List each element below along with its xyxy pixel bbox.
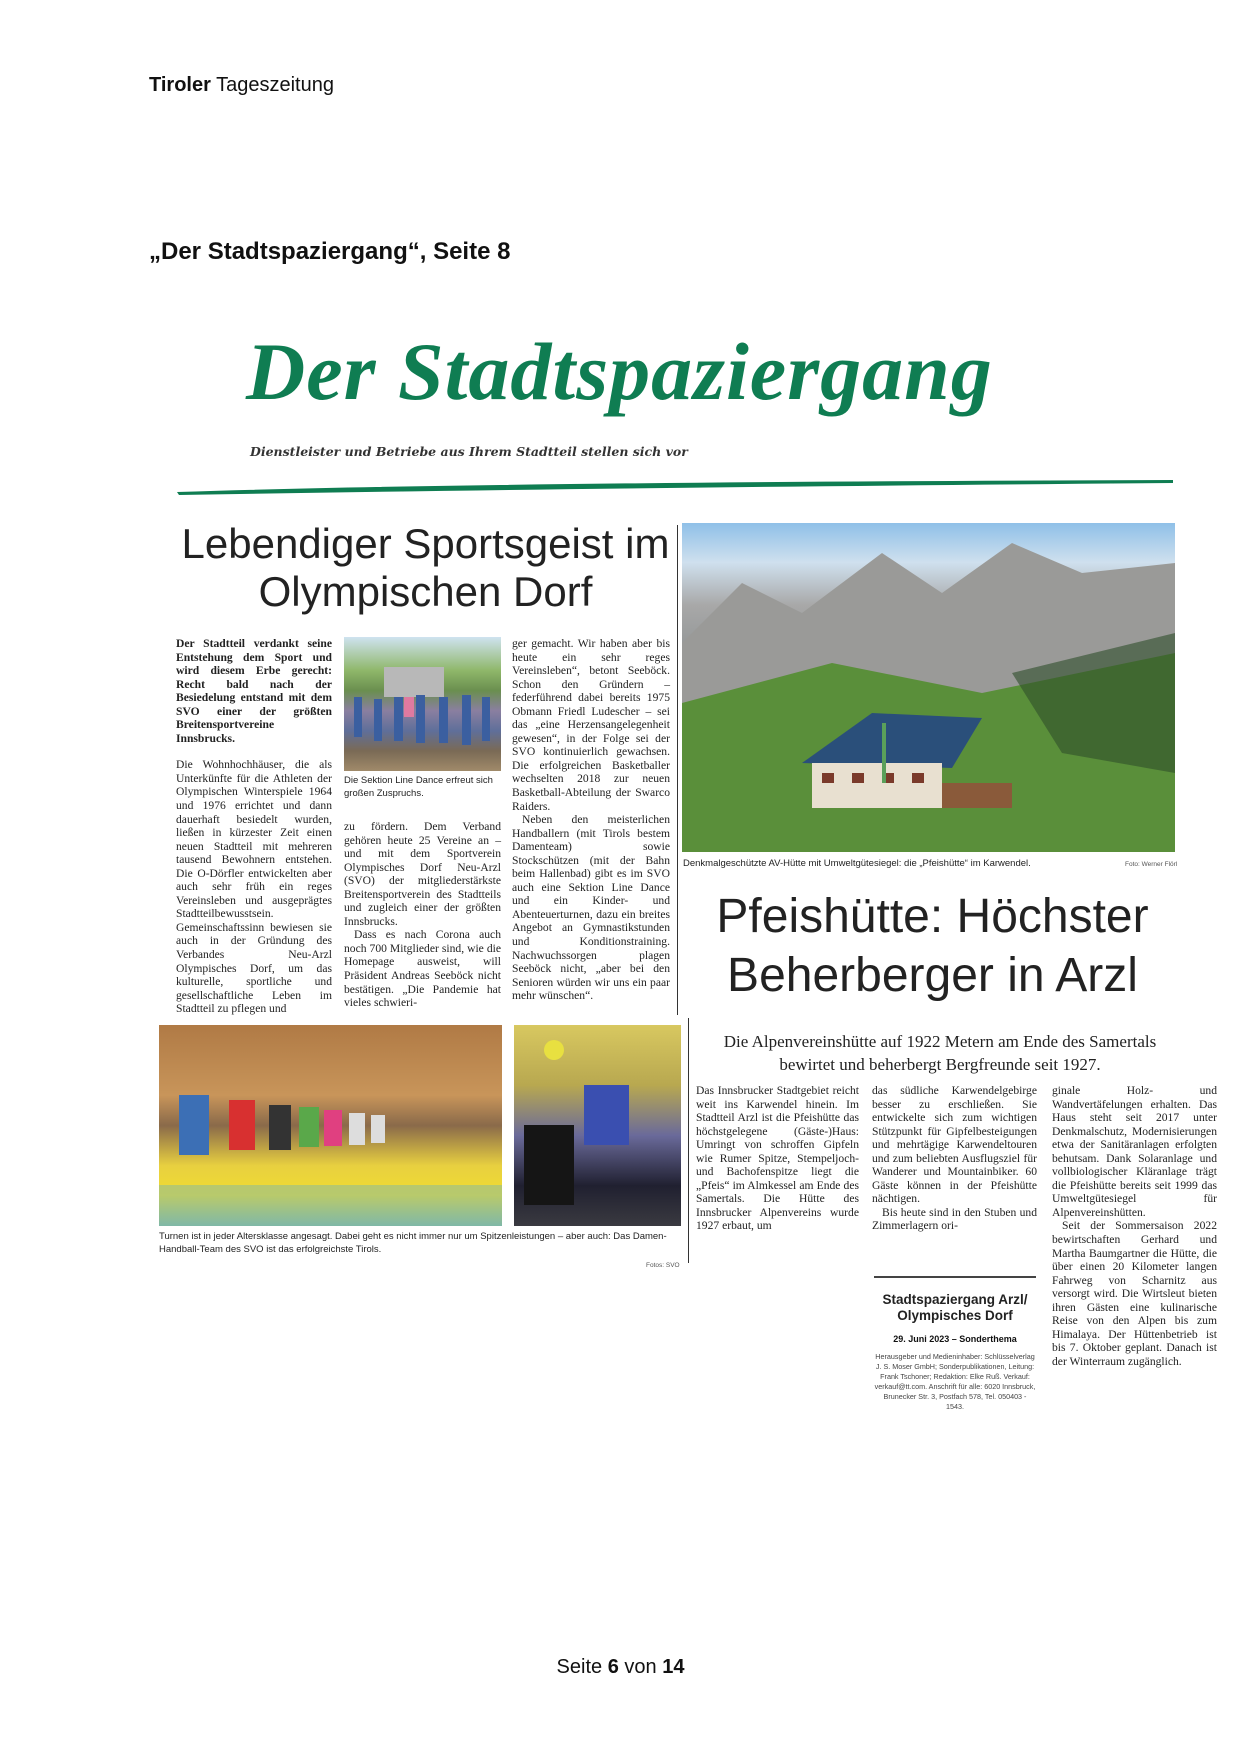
article1-headline: Lebendiger Sportsgeist im Olympischen Dorf	[181, 520, 670, 616]
paragraph: Neben den meisterlichen Handballern (mit Tirols bestem Damenteam) sowie Stockschützen (mit der Bahn beim Hallenbad) gibt es im SVO auch eine Sektion Line Dance und ein Kinder- und Abenteuerturnen, dazu ein breites Angebot an Gymnastikstunden und Konditionstraining. Nachwuchssorgen plagen Seeböck nicht, „aber bei den Senioren würden wir uns ein paar mehr wünschen“.	[512, 813, 670, 1003]
article1-column-2	[344, 820, 501, 1010]
bottom-photos-caption: Turnen ist in jeder Altersklasse angesagt. Dabei geht es nicht immer nur um Spitzenleistungen – aber auch: Das Damen-Handball-Team des SVO ist das erfolgreichste Tirols.	[159, 1231, 667, 1255]
article1-lead: Der Stadtteil verdankt seine Entstehung dem Sport und wird diesem Erbe gerecht: Recht bald nach der Besiedelung entstand mit dem SVO einer der größten Breitensportvereine Innsbrucks.	[176, 637, 332, 745]
article2-headline: Pfeishütte: Höchster Beherberger in Arzl	[716, 890, 1149, 1002]
bottom-photos-credit: Fotos: SVO	[646, 1262, 680, 1269]
paragraph: ginale Holz- und Wandvertäfelungen erhalten. Das Haus steht seit 2017 unter Denkmalschutz, Modernisierungen etwa der Sanitäranlagen erfolgten behutsam. Dank Solaranlage und vollbiologischer Kläranlage trägt die Pfeishütte bereits seit 1999 das Umweltgütesiegel für Alpenvereinshütten.	[1052, 1084, 1217, 1219]
paragraph: ger gemacht. Wir haben aber bis heute ein sehr reges Vereinsleben“, betont Seeböck. Schon den Gründern – federführend dabei bereits 1975 Obmann Friedl Ludescher – sei das „eine Herzensangelegenheit gewesen“, in der Folge sei der SVO kontinuierlich gewachsen. Die erfolgreichen Basketballer wechselten 2018 zur neuen Basketball-Abteilung der Swarco Raiders.	[512, 637, 670, 813]
article2-column-3	[1052, 1084, 1217, 1368]
masthead-swoosh	[175, 476, 1175, 496]
line-dance-caption: Die Sektion Line Dance erfreut sich großen Zuspruchs.	[344, 775, 493, 799]
publication-name: Tiroler Tageszeitung	[149, 74, 334, 96]
paragraph: Das Innsbrucker Stadtgebiet reicht weit ins Karwendel hinein. Im Stadtteil Arzl ist die Pfeishütte das höchstgelegene (Gäste-)Haus: Umringt von schroffen Gipfeln wie Rumer Spitze, Stempeljoch- und Bachofenspitze liegt die „Pfeis“ im Almkessel am Ende des Samertals. Die Hütte des Innsbrucker Alpenvereins wurde 1927 erbaut, um	[696, 1084, 859, 1233]
imprint-box	[874, 1276, 1036, 1412]
masthead-title: Der Stadtspaziergang	[246, 326, 993, 417]
pfeishuette-photo-credit: Foto: Werner Flörl	[1125, 861, 1178, 868]
imprint-title: Stadtspaziergang Arzl/ Olympisches Dorf	[882, 1292, 1028, 1323]
paragraph: zu fördern. Dem Verband gehören heute 25 Vereine an – und mit dem Sportverein Olympisches Dorf Neu-Arzl (SVO) der mitgliederstärkste Breitensportverein des Stadtteils und zugleich einer der größten Innsbrucks.	[344, 820, 501, 928]
paragraph: das südliche Karwendelgebirge besser zu erschließen. Sie entwickelte sich zum wichtigen Stützpunkt für Gipfelbesteigungen und mehrtägige Karwendeltouren und zum beliebten Ausflugsziel für Wanderer und Mountainbiker. 60 Gäste können in der Pfeishütte nächtigen.	[872, 1084, 1037, 1206]
article2-subhead: Die Alpenvereinshütte auf 1922 Metern am Ende des Samertals bewirtet und beherbergt Bergfreunde seit 1927.	[723, 1032, 1157, 1074]
pfeishuette-photo	[682, 523, 1175, 852]
gymnastics-photo	[159, 1025, 502, 1226]
masthead-subtitle: Dienstleister und Betriebe aus Ihrem Stadtteil stellen sich vor	[250, 444, 688, 459]
article1-column-3	[512, 637, 670, 1003]
paragraph: Bis heute sind in den Stuben und Zimmerlagern ori-	[872, 1205, 1037, 1233]
article2-column-2	[872, 1084, 1037, 1233]
line-dance-photo	[344, 637, 501, 771]
article2-column-1	[696, 1084, 859, 1233]
column-divider	[677, 525, 678, 1015]
handball-photo	[514, 1025, 681, 1226]
column-divider	[688, 1018, 689, 1263]
section-heading: „Der Stadtspaziergang“, Seite 8	[149, 238, 511, 265]
page-footer: Seite 6 von 14	[556, 1656, 685, 1678]
imprint-text: Herausgeber und Medieninhaber: Schlüsselverlag J. S. Moser GmbH; Sonderpublikationen, Leitung: Frank Tschoner; Redaktion: Elke Ruß. Verkauf: verkauf@tt.com. Anschrift für alle: 6020 Innsbruck, Brunecker Str. 3, Postfach 578, Tel. 050403 - 1543.	[874, 1352, 1036, 1411]
paragraph: Die Wohnhochhäuser, die als Unterkünfte für die Athleten der Olympischen Winterspiele 1964 und 1976 errichtet und dann dauerhaft besiedelt wurden, ließen in kürzester Zeit einen neuen Stadtteil mit mehreren tausend Bewohnern entstehen. Die O-Dörfler entwickelten aber auch sehr früh ein reges Vereinsleben und ausgeprägtes Stadtteilbewusstsein. Gemeinschaftssinn bewiesen sie auch in der Gründung des Verbandes Neu-Arzl Olympisches Dorf, um das kulturelle, sportliche und gesellschaftliche Leben im Stadtteil zu pflegen und	[176, 758, 332, 1016]
pfeishuette-photo-caption: Denkmalgeschützte AV-Hütte mit Umweltgütesiegel: die „Pfeishütte“ im Karwendel.	[683, 858, 1031, 869]
paragraph: Dass es nach Corona auch noch 700 Mitglieder sind, wie die Homepage ausweist, will Präsident Andreas Seeböck nicht bestätigen. „Die Pandemie hat vieles schwieri-	[344, 928, 501, 1010]
article1-column-1	[176, 637, 332, 1016]
imprint-date: 29. Juni 2023 – Sonderthema	[893, 1334, 1017, 1344]
paragraph: Seit der Sommersaison 2022 bewirtschaften Gerhard und Martha Baumgartner die Hütte, die über einen 20 Kilometer langen Fahrweg von Scharnitz aus versorgt wird. Die Wirtsleut bieten ihren Gästen eine kulinarische Reise von den Alpen bis zum Himalaya. Der Hüttenbetrieb ist bis 7. Oktober geplant. Danach ist der Winterraum zugänglich.	[1052, 1219, 1217, 1368]
